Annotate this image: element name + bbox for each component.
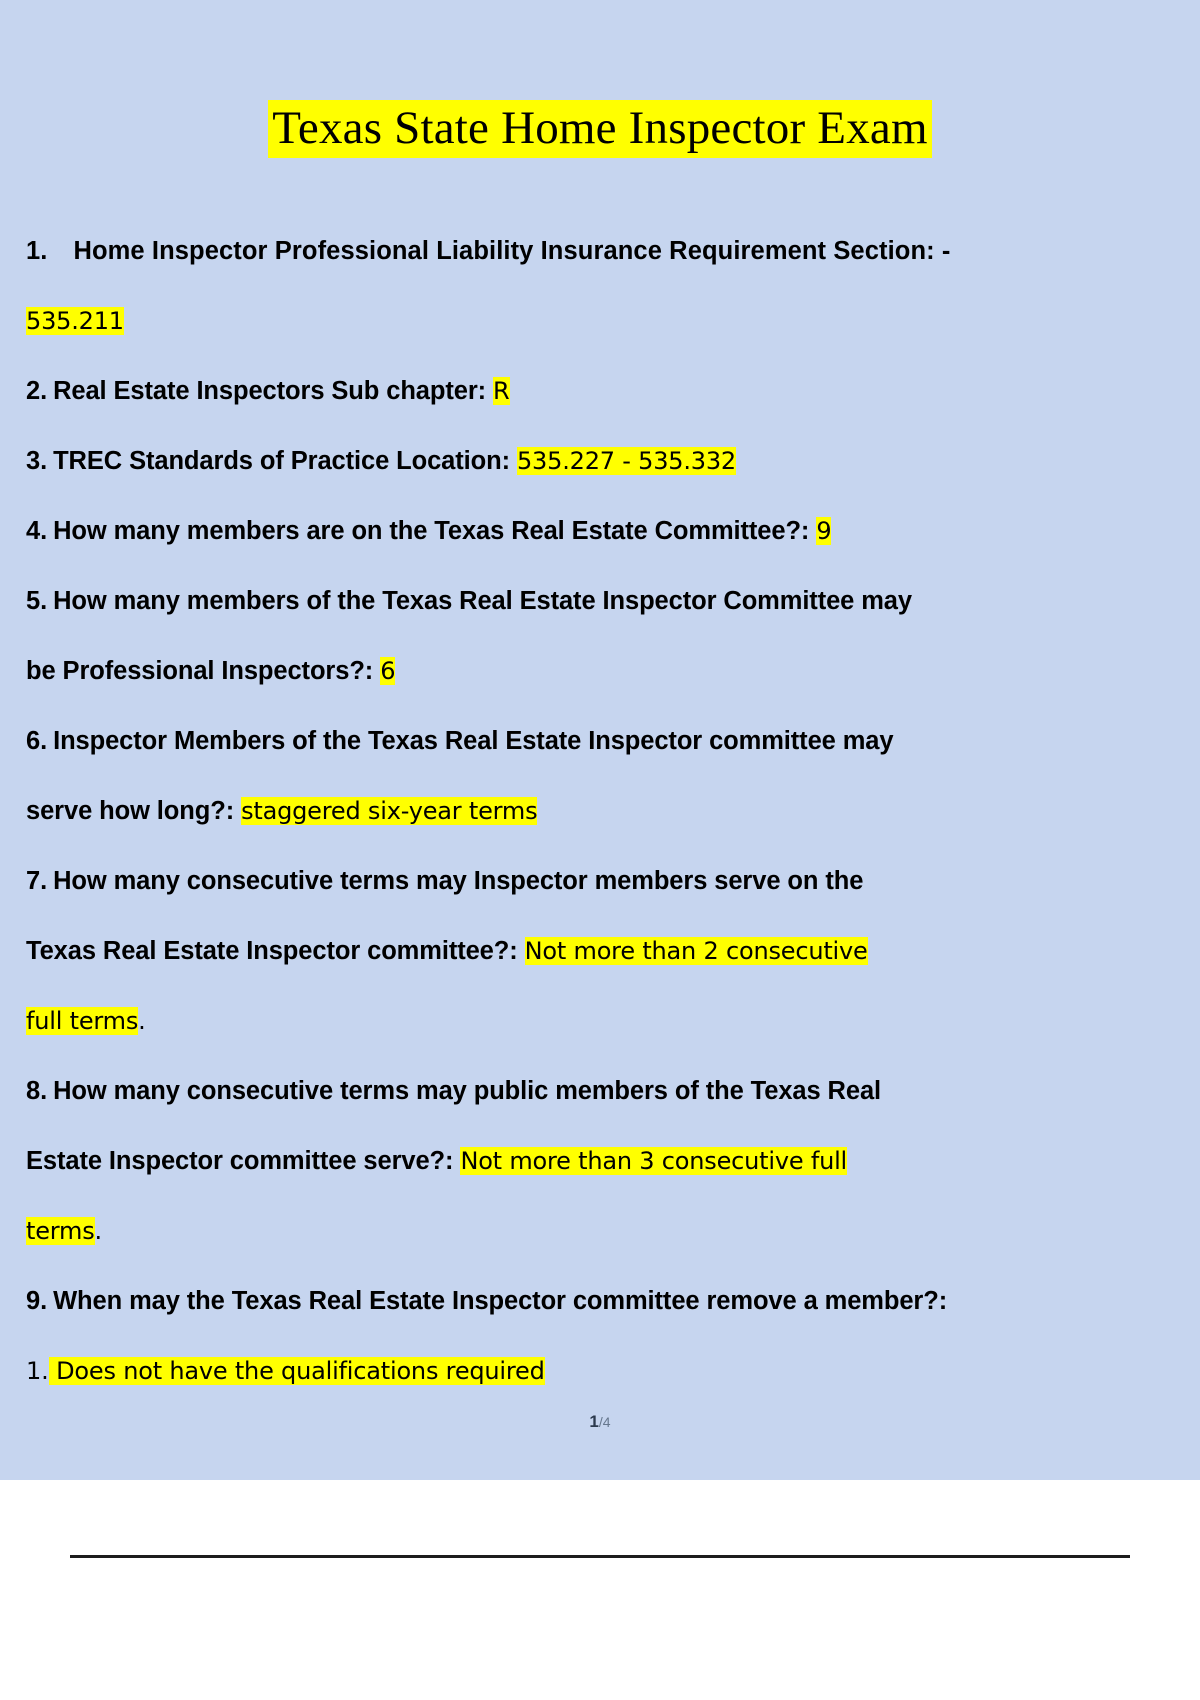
qa-item-6-question-a: Inspector Members of the Texas Real Estate Inspector committee may	[53, 727, 894, 755]
qa-item-6-line-1	[26, 706, 1116, 776]
qa-item-6-number: 6.	[26, 727, 48, 755]
qa-item-7-answer-a: Not more than 2 consecutive	[524, 937, 868, 965]
qa-item-2-answer: R	[493, 377, 510, 405]
qa-item-5-line-1	[26, 566, 1116, 636]
page-indicator-total: 4	[602, 1414, 611, 1430]
qa-item-8-line-3	[26, 1196, 1116, 1266]
page-title-highlight: Texas State Home Inspector Exam	[268, 100, 931, 158]
qa-item-3-answer: 535.227 - 535.332	[516, 447, 736, 475]
qa-list	[26, 216, 1116, 1406]
page-indicator	[0, 1412, 1200, 1432]
qa-item-8-period: .	[94, 1217, 103, 1245]
qa-item-9-number: 9.	[26, 1287, 48, 1315]
qa-item-2-number: 2.	[26, 377, 48, 405]
horizontal-divider	[70, 1555, 1130, 1558]
qa-item-7-question-a: How many consecutive terms may Inspector members serve on the	[53, 867, 864, 895]
qa-item-6-question-b: serve how long?:	[26, 797, 235, 825]
qa-item-8-number: 8.	[26, 1077, 48, 1105]
qa-item-2-line-1	[26, 356, 1116, 426]
qa-item-5-number: 5.	[26, 587, 48, 615]
qa-item-8-question-a: How many consecutive terms may public members of the Texas Real	[53, 1077, 882, 1105]
qa-item-5-question-b: be Professional Inspectors?:	[26, 657, 374, 685]
qa-item-1-number: 1.	[26, 237, 48, 265]
qa-item-3-question: TREC Standards of Practice Location:	[53, 447, 510, 475]
qa-item-3-number: 3.	[26, 447, 48, 475]
qa-item-7-line-3	[26, 986, 1116, 1056]
qa-item-5-answer: 6	[380, 657, 396, 685]
page-title	[0, 96, 1200, 160]
qa-item-8-answer-a: Not more than 3 consecutive full	[460, 1147, 848, 1175]
qa-item-7-line-1	[26, 846, 1116, 916]
qa-item-8-line-2	[26, 1126, 1116, 1196]
qa-item-5-question-a: How many members of the Texas Real Estate Inspector Committee may	[53, 587, 912, 615]
qa-item-7-question-b: Texas Real Estate Inspector committee?:	[26, 937, 518, 965]
qa-item-7-answer-b: full terms	[26, 1007, 139, 1035]
qa-item-4-answer: 9	[816, 517, 832, 545]
qa-item-7-period: .	[138, 1007, 146, 1035]
qa-item-9-question: When may the Texas Real Estate Inspector committee remove a member?:	[53, 1287, 948, 1315]
qa-item-6-line-2	[26, 776, 1116, 846]
qa-item-9-line-1	[26, 1266, 1116, 1336]
qa-item-8-answer-b: terms	[26, 1217, 95, 1245]
qa-item-4-number: 4.	[26, 517, 48, 545]
qa-item-8-line-1	[26, 1056, 1116, 1126]
qa-item-1-question: Home Inspector Professional Liability Insurance Requirement Section: -	[73, 237, 951, 265]
qa-item-9-line-2	[26, 1336, 1116, 1406]
qa-item-7-number: 7.	[26, 867, 48, 895]
qa-item-1-line-2	[26, 286, 1116, 356]
qa-item-4-line-1	[26, 496, 1116, 566]
page-indicator-separator: /	[598, 1414, 603, 1430]
qa-item-9-answer-lead: 1.	[26, 1357, 49, 1385]
qa-item-2-question: Real Estate Inspectors Sub chapter:	[53, 377, 487, 405]
below-page-area	[0, 1480, 1200, 1700]
qa-item-7-line-2	[26, 916, 1116, 986]
page-indicator-current: 1	[589, 1412, 599, 1431]
qa-item-1-answer: 535.211	[26, 307, 124, 335]
qa-item-1-line-1	[26, 216, 1116, 286]
qa-item-5-line-2	[26, 636, 1116, 706]
qa-item-6-answer: staggered six-year terms	[241, 797, 538, 825]
qa-item-4-question: How many members are on the Texas Real Estate Committee?:	[53, 517, 810, 545]
qa-item-3-line-1	[26, 426, 1116, 496]
qa-item-9-answer: Does not have the qualifications required	[48, 1357, 545, 1385]
qa-item-8-question-b: Estate Inspector committee serve?:	[26, 1147, 454, 1175]
